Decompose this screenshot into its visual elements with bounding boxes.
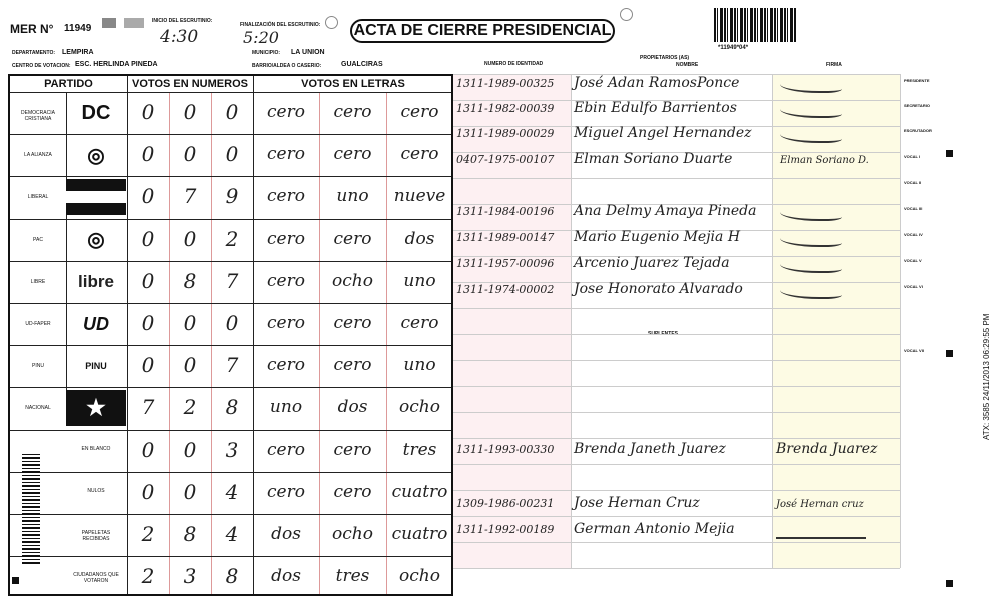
firma-column (772, 74, 900, 568)
vote-digit: 0 (141, 479, 155, 504)
member-name: Arcenio Juarez Tejada (574, 255, 730, 271)
member-id: 0407-1975-00107 (456, 153, 555, 166)
vote-word: cuatro (391, 524, 448, 544)
barcode (714, 8, 796, 42)
vote-word: cero (333, 481, 372, 502)
vote-word: cero (333, 313, 372, 333)
barrio-label: BARRIO/ALDEA O CASERIO: (252, 63, 322, 69)
votes-table (8, 74, 453, 596)
vote-word: cero (333, 228, 372, 249)
centro-value: ESC. HERLINDA PINEDA (75, 61, 158, 68)
vote-word: cuatro (391, 481, 448, 502)
vote-word: cero (267, 355, 305, 376)
member-id: 1311-1989-00325 (456, 77, 555, 90)
nombre-label: NOMBRE (676, 62, 699, 68)
vote-word: cero (267, 186, 305, 207)
id-label: NUMERO DE IDENTIDAD (484, 61, 544, 67)
vote-word: uno (403, 270, 436, 291)
logo-icon (124, 18, 144, 28)
member-name: Ebin Edulfo Barrientos (574, 100, 737, 116)
party-logo (66, 179, 126, 215)
vote-digit: 0 (183, 311, 197, 335)
vote-word: dos (271, 524, 301, 544)
barrio-value: GUALCIRAS (341, 61, 383, 68)
vote-digit: 0 (183, 353, 197, 378)
vote-digit: 2 (141, 522, 155, 546)
registration-mark (946, 350, 953, 357)
party-name: LIBRE (30, 278, 46, 285)
member-id: 1311-1989-00147 (456, 231, 555, 244)
role-label: VOCAL IV (904, 232, 923, 237)
party-name: NULOS (87, 487, 105, 494)
municipio-label: MUNICIPIO: (252, 50, 281, 56)
vote-word: cero (267, 270, 305, 291)
document-title: ACTA DE CIERRE PRESIDENCIAL (350, 19, 615, 43)
centro-label: CENTRO DE VOTACION: (12, 63, 71, 69)
vote-word: ocho (332, 270, 373, 291)
role-label: VOCAL VII (904, 348, 924, 353)
role-label: VOCAL II (904, 180, 922, 185)
vote-word: cero (333, 355, 372, 376)
vote-word: ocho (399, 566, 440, 587)
punch-hole (325, 16, 338, 29)
vote-word: cero (267, 481, 305, 502)
suplente-id: 1311-1992-00189 (456, 523, 555, 536)
party-name: PINU (32, 363, 44, 370)
vote-digit: 0 (183, 142, 197, 167)
signature: Elman Soriano D. (780, 155, 869, 166)
member-id: 1311-1957-00096 (456, 257, 555, 270)
seal-icon (102, 18, 116, 28)
departamento-value: LEMPIRA (62, 49, 94, 56)
vote-digit: 4 (225, 522, 239, 546)
party-name: DEMOCRACIA CRISTIANA (21, 110, 55, 122)
role-label: VOCAL I (904, 154, 921, 159)
firma-label: FIRMA (826, 62, 842, 68)
suplente-name: Jose Hernan Cruz (574, 495, 700, 511)
vote-word: ocho (332, 524, 373, 544)
vote-word: cero (267, 228, 305, 249)
header-numeros: VOTOS EN NUMEROS (132, 78, 248, 90)
party-logo: ◎ (87, 229, 105, 252)
finalizacion-label: FINALIZACIÓN DEL ESCRUTINIO: (240, 22, 321, 28)
registration-mark (12, 577, 19, 584)
role-label: VOCAL V (904, 258, 922, 263)
member-name: Elman Soriano Duarte (574, 151, 733, 167)
member-id: 1311-1989-00029 (456, 127, 555, 140)
barcode-text: *11949*04* (718, 45, 749, 51)
inicio-label: INICIO DEL ESCRUTINIO: (152, 18, 213, 24)
vote-digit: 0 (183, 479, 197, 504)
member-name: Mario Eugenio Mejia H (574, 229, 741, 245)
suplente-name: Brenda Janeth Juarez (574, 441, 726, 457)
party-logo: PINU (85, 361, 107, 372)
suplente-signature: Brenda Juarez (776, 441, 878, 457)
vote-digit: 3 (183, 564, 197, 589)
suplente-id: 1309-1986-00231 (456, 497, 555, 510)
vote-digit: 7 (225, 268, 239, 293)
vote-word: tres (402, 439, 437, 460)
vote-word: dos (271, 566, 301, 587)
vote-word: cero (267, 313, 305, 333)
propietarios-label: PROPIETARIOS (AS) (640, 55, 690, 61)
vote-word: tres (335, 566, 370, 587)
vote-word: dos (404, 228, 435, 249)
vote-digit: 8 (225, 564, 239, 589)
timestamp-text: ATX: 3585 24/11/2013 06:29:55 PM (982, 313, 991, 440)
vote-digit: 4 (225, 479, 239, 504)
role-label: ESCRUTADOR (904, 128, 932, 133)
party-name: PAPELETAS RECIBIDAS (81, 530, 111, 542)
party-name: LA ALIANZA (24, 152, 52, 159)
party-name: NACIONAL (25, 405, 51, 412)
party-name: EN BLANCO (81, 445, 111, 452)
vote-digit: 2 (141, 564, 155, 589)
role-label: PRESIDENTE (904, 78, 930, 83)
vote-digit: 0 (183, 226, 197, 251)
header-partido: PARTIDO (44, 78, 93, 90)
id-column (453, 74, 571, 568)
vote-digit: 0 (225, 142, 239, 167)
vote-word: nueve (393, 186, 446, 207)
suplente-name: German Antonio Mejia (574, 521, 735, 537)
party-name: PAC (33, 236, 43, 243)
vote-digit: 0 (141, 353, 155, 378)
vote-word: cero (333, 102, 372, 122)
party-name: LIBERAL (27, 194, 49, 201)
member-name: José Adan RamosPonce (574, 75, 740, 91)
party-logo: libre (78, 271, 114, 291)
punch-hole (620, 8, 633, 21)
vote-word: cero (267, 102, 305, 122)
member-name: Jose Honorato Alvarado (574, 281, 743, 297)
party-name: CIUDADANOS QUE VOTARON (73, 572, 119, 585)
municipio-value: LA UNION (291, 49, 325, 56)
member-id: 1311-1974-00002 (456, 283, 555, 296)
vote-digit: 3 (225, 437, 239, 462)
finalizacion-value: 5:20 (243, 28, 279, 47)
vote-digit: 0 (183, 437, 197, 462)
role-label: VOCAL VI (904, 284, 923, 289)
suplente-signature (776, 525, 866, 539)
vote-digit: 0 (141, 226, 155, 251)
vote-word: cero (267, 439, 305, 460)
suplente-signature: José Hernan cruz (776, 499, 864, 510)
departamento-label: DEPARTAMENTO: (12, 50, 56, 56)
mer-label: MER N° (10, 22, 54, 36)
vote-word: dos (337, 397, 368, 418)
vote-digit: 8 (183, 522, 197, 546)
vote-digit: 0 (141, 142, 155, 167)
side-barcode (22, 452, 40, 564)
registration-mark (946, 580, 953, 587)
inicio-value: 4:30 (160, 27, 199, 47)
member-id: 1311-1982-00039 (456, 102, 555, 115)
vote-word: cero (333, 439, 372, 460)
vote-digit: 0 (183, 100, 197, 124)
vote-digit: 8 (183, 268, 197, 293)
mer-number: 11949 (64, 23, 92, 34)
vote-digit: 0 (141, 184, 155, 209)
role-label: VOCAL III (904, 206, 923, 211)
party-logo: ★ (66, 390, 126, 426)
header-letras: VOTOS EN LETRAS (301, 78, 405, 90)
vote-digit: 7 (225, 353, 239, 378)
vote-digit: 7 (141, 395, 155, 420)
member-name: Ana Delmy Amaya Pineda (574, 203, 757, 219)
vote-digit: 8 (225, 395, 239, 420)
suplente-id: 1311-1993-00330 (456, 443, 555, 456)
vote-digit: 0 (141, 100, 155, 124)
registration-mark (946, 150, 953, 157)
vote-word: cero (333, 144, 372, 165)
vote-word: cero (267, 144, 305, 165)
vote-digit: 0 (141, 268, 155, 293)
vote-digit: 2 (183, 395, 197, 420)
party-logo: DC (81, 101, 111, 124)
vote-digit: 0 (141, 437, 155, 462)
member-name: Miguel Angel Hernandez (574, 125, 752, 141)
member-id: 1311-1984-00196 (456, 205, 555, 218)
vote-word: ocho (399, 397, 440, 418)
suplentes-label: SUPLENTES (648, 331, 679, 337)
party-logo: ◎ (87, 144, 105, 167)
vote-digit: 0 (225, 311, 239, 335)
vote-word: cero (400, 144, 439, 165)
party-name: UD-FAPER (25, 321, 51, 327)
vote-word: cero (400, 313, 439, 333)
vote-digit: 9 (225, 184, 239, 209)
party-logo: UD (83, 313, 109, 334)
vote-digit: 0 (141, 311, 155, 335)
vote-digit: 2 (225, 226, 239, 251)
vote-digit: 0 (225, 100, 239, 124)
vote-word: uno (269, 397, 303, 418)
role-label: SECRETARIO (904, 103, 930, 108)
vote-word: uno (403, 355, 436, 376)
vote-word: uno (336, 186, 369, 207)
vote-digit: 7 (183, 184, 197, 209)
vote-word: cero (400, 102, 439, 122)
